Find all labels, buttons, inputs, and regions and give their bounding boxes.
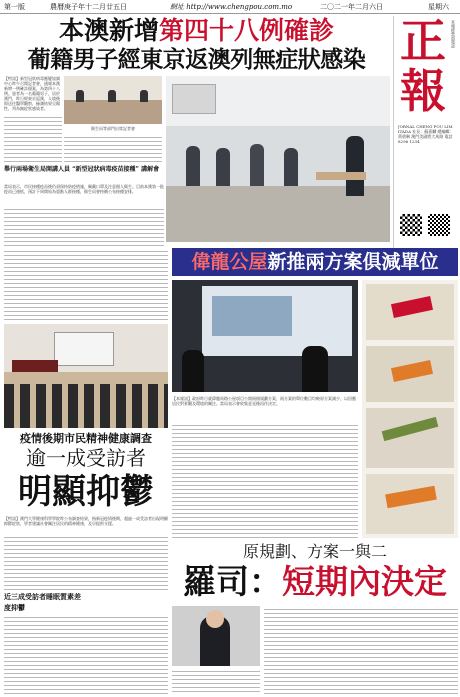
qr-code-icon (400, 214, 422, 236)
story2-deck: 逾一成受訪者 (26, 446, 146, 470)
story3-column (172, 668, 260, 694)
briefing-slide-photo (172, 280, 358, 392)
story2-body: 【特訊】澳門大學健康科學學院昨公布調查結果，指新冠疫情後期，超過一成受訪者出現明顯抑鬱症狀，學者建議社會關注居民的精神健康，及早提供支援。 (4, 516, 168, 526)
main-headline: 本澳新增第四十八例確診 (58, 16, 335, 45)
weekday: 星期六 (428, 3, 449, 11)
story2-subhead-sleep: 近三成受訪者睡眠質素差 (4, 592, 81, 601)
story2-column (4, 614, 168, 694)
story1-column (4, 206, 164, 246)
masthead (393, 16, 457, 248)
story2-headline: 明顯抑鬱 (18, 472, 154, 512)
logo-char-1: 正 (400, 14, 446, 68)
story1-intro: 【特訊】新型冠狀病毒應變協調中心昨午召開記者會，通報本澳新增一例確診個案，為第四十八例。患者為一名葡籍男子，居於澳門，昨日經東京返澳，入境後即送往醫學觀察，檢測結果呈陽性，列為無症狀感染者。 (4, 76, 60, 111)
training-session-photo (166, 76, 390, 242)
website-link[interactable]: 網址 http://www.chengpou.com.mo (170, 3, 293, 11)
story1-column (4, 114, 62, 164)
story2-column (4, 534, 168, 590)
site-plans (362, 280, 458, 538)
story1-subhead: 舉行兩場衛生局開講人員 “新型冠狀病毒疫苗接種” 講解會 (4, 166, 160, 173)
story1-column (4, 248, 168, 320)
masthead-info: JORNAL CHENG POU LIMITADA 社長：蘇嘉麟 總編輯：黃碧琳 澳門美副將大馬路 電話 8296 1234 (398, 124, 454, 144)
lunar-date: 農曆庚子年十二月廿五日 (50, 3, 127, 11)
page-header (0, 0, 460, 14)
story2-subhead-depression: 度抑鬱 (4, 603, 25, 612)
logo-char-2: 報 (400, 64, 446, 118)
qr-code-icon (428, 214, 450, 236)
sub-headline: 葡籍男子經東京返澳列無症狀感染 (27, 46, 366, 73)
story3-column (172, 422, 358, 538)
photo-caption: 衛生局等部門出席記者會 (91, 126, 135, 131)
story2-subhead: 疫情後期市民精神健康調查 (20, 432, 152, 445)
story3-body: 【本報訊】政府昨日就偉龍馬路公屋項目公開兩個規劃方案，兩方案的單位數目均較原方案減少，以回應居民對景觀及環境的關注。當局表示會收集意見後再作決定。 (172, 396, 356, 406)
story3-headline: 羅司：短期內決定 (183, 562, 447, 601)
issue-date: 二〇二一年二月六日 (320, 3, 383, 11)
masthead-side-text: 本報經營部電話 (451, 20, 456, 48)
story1-column (64, 134, 162, 164)
press-conference-photo (64, 76, 162, 124)
story1-body: 當局表示，市民接種疫苗後仍須保持防疫措施，佩戴口罩及注意個人衛生。目前本澳第一批疫苗已運抵，預計下周開始為重點人群接種，衛生局會持續公布接種安排。 (4, 184, 164, 194)
story3-column (264, 606, 458, 694)
story3-subtitle: 原規劃、方案一與二 (242, 542, 387, 561)
secretary-photo (172, 606, 260, 666)
banner-headline: 偉龍公屋新推兩方案俱減單位 (172, 248, 458, 276)
survey-press-photo (4, 324, 168, 428)
page-number: 第一版 (4, 3, 25, 11)
